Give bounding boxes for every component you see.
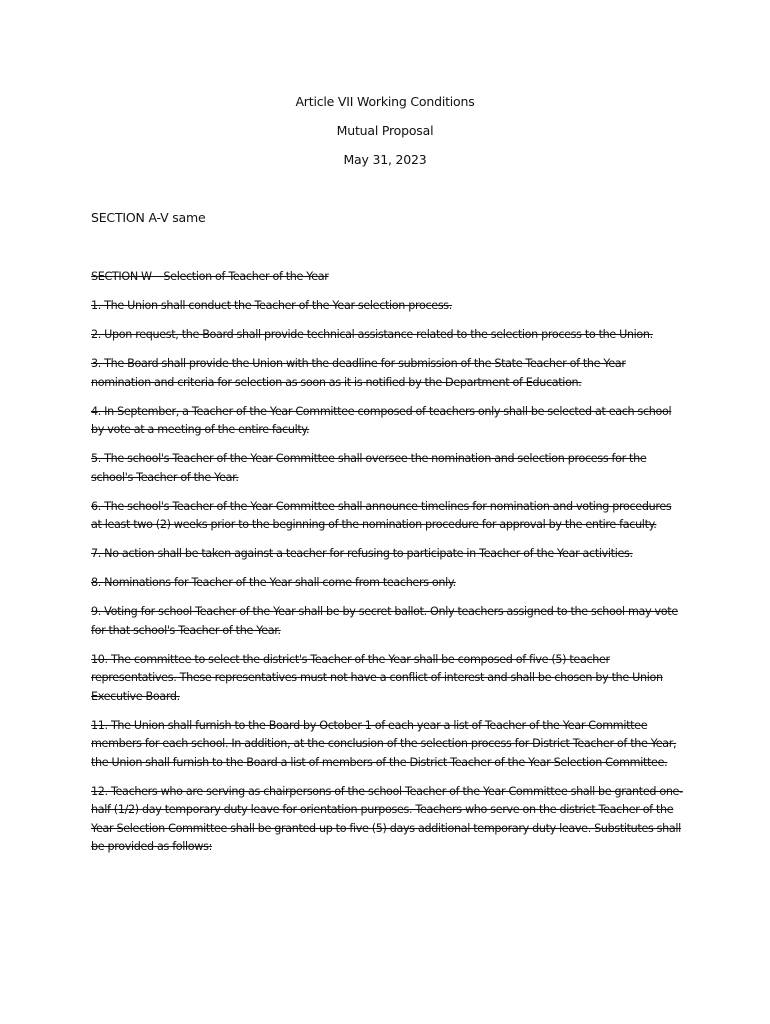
proposal-date: May 31, 2023 — [343, 152, 427, 167]
section-w-paragraph-6: 6. The school's Teacher of the Year Committee shall announce timelines for nomination and voting procedures at least two (2) weeks prior to the beginning of the nomination procedure for approval by the entire faculty. — [91, 499, 672, 531]
section-w-paragraph-3: 3. The Board shall provide the Union with the deadline for submission of the State Teacher of the Year nomination and criteria for selection as soon as it is notified by the Department of Education. — [91, 357, 626, 389]
section-w-heading: SECTION W – Selection of Teacher of the Year — [91, 270, 329, 283]
section-w-paragraph-1: 1. The Union shall conduct the Teacher of the Year selection process. — [91, 299, 452, 312]
section-w-paragraph-7: 7. No action shall be taken against a teacher for refusing to participate in Teacher of the Year activities. — [91, 547, 633, 560]
section-w-paragraph-8: 8. Nominations for Teacher of the Year shall come from teachers only. — [91, 576, 456, 589]
section-w-body — [91, 268, 683, 867]
section-w-paragraph-2: 2. Upon request, the Board shall provide technical assistance related to the selection process to the Union. — [91, 328, 653, 341]
proposal-type: Mutual Proposal — [336, 123, 434, 138]
section-w-paragraph-9: 9. Voting for school Teacher of the Year shall be by secret ballot. Only teachers assigned to the school may vote for that school's Teacher of the Year. — [91, 605, 678, 637]
section-w-paragraph-4: 4. In September, a Teacher of the Year Committee composed of teachers only shall be selected at each school by vote at a meeting of the entire faculty. — [91, 404, 672, 436]
section-w-paragraph-12: 12. Teachers who are serving as chairpersons of the school Teacher of the Year Committee shall be granted one-half (1/2) day temporary duty leave for orientation purposes. Teachers who serve on the district Teacher of the Year Selection Committee shall be granted up to five (5) days additional temporary duty leave. Substitutes shall be provided as follows: — [91, 784, 683, 853]
section-a-v-heading: SECTION A-V same — [91, 210, 206, 225]
section-w-paragraph-5: 5. The school's Teacher of the Year Committee shall oversee the nomination and selection process for the school's Teacher of the Year. — [91, 452, 647, 484]
section-w-paragraph-11: 11. The Union shall furnish to the Board by October 1 of each year a list of Teacher of the Year Committee members for each school. In addition, at the conclusion of the selection process for District Teacher of the Year, the Union shall furnish to the Board a list of members of the District Teacher of the Year Selection Committee. — [91, 718, 677, 769]
section-w-paragraph-10: 10. The committee to select the district's Teacher of the Year shall be composed of five (5) teacher representatives. These representatives must not have a conflict of interest and shall be chosen by the Union Executive Board. — [91, 652, 663, 703]
article-title: Article VII Working Conditions — [295, 94, 475, 109]
